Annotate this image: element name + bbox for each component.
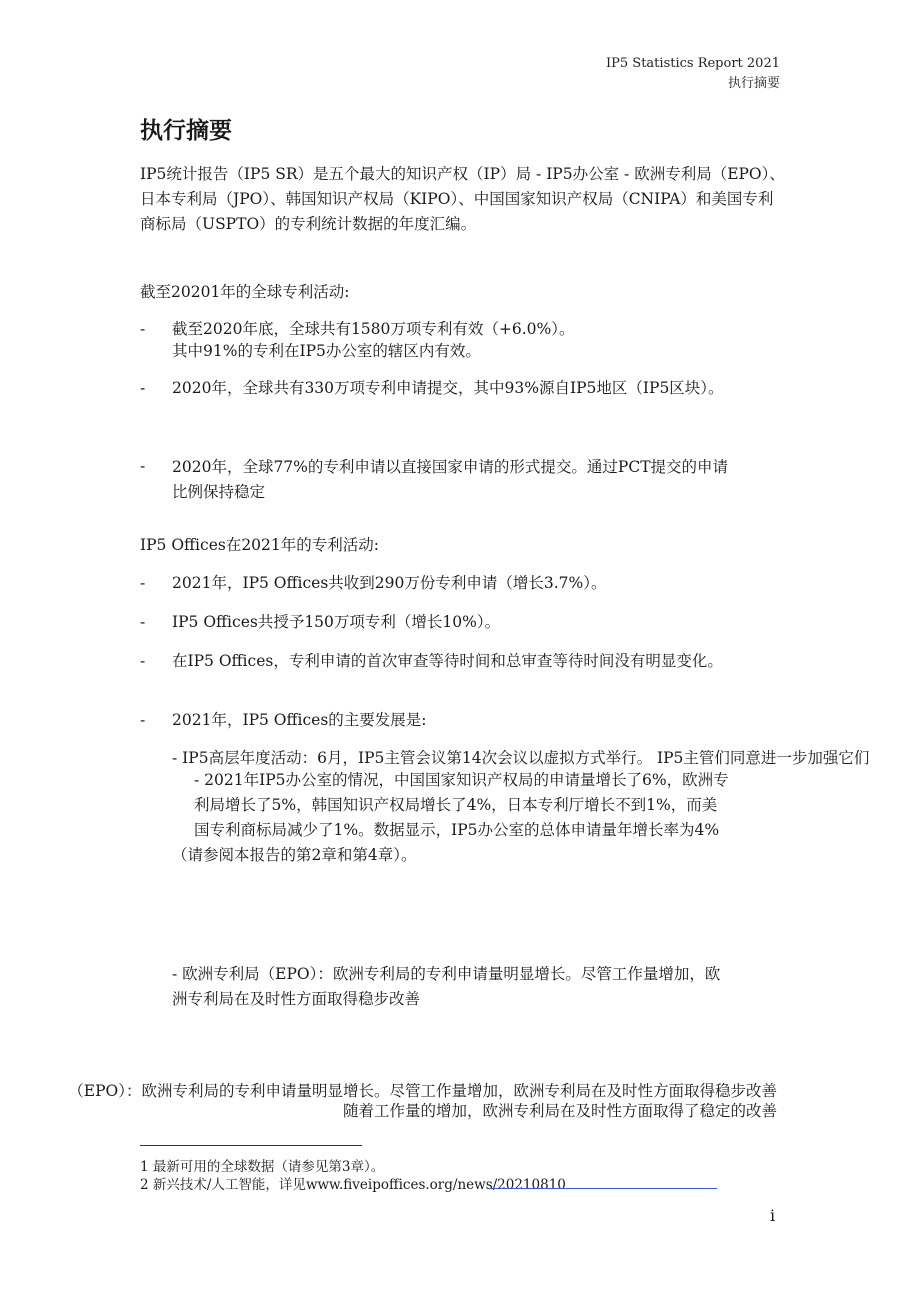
- list-item-line: 2020年，全球共有330万项专利申请提交，其中93%源自IP5地区（IP5区块）。: [172, 379, 724, 397]
- overflow-line-2: 随着工作量的增加，欧洲专利局在及时性方面取得了稳定的改善: [342, 1102, 777, 1120]
- dev-epo-line: - 欧洲专利局（EPO）：欧洲专利局的专利申请量明显增长。尽管工作量增加，欧: [172, 965, 721, 983]
- page-number: i: [770, 1206, 776, 1225]
- footnote-2-link[interactable]: www.fiveipoffices.org/news/20210810: [305, 1177, 566, 1193]
- footnote-2: [140, 1173, 566, 1193]
- footnote-divider: [140, 1145, 362, 1146]
- list-item-line: 其中91%的专利在IP5办公室的辖区内有效。: [172, 342, 481, 360]
- list-item-line: 截至2020年底，全球共有1580万项专利有效（+6.0%）。: [172, 320, 575, 338]
- ip5-item-4: 2021年，IP5 Offices的主要发展是:: [172, 711, 427, 729]
- ip5-item-2: IP5 Offices共授予150万项专利（增长10%）。: [172, 613, 501, 631]
- link-underline: [490, 1188, 717, 1189]
- dev-epo: [172, 962, 720, 1012]
- page-title: 执行摘要: [140, 118, 232, 144]
- header-report-title: IP5 Statistics Report 2021: [606, 56, 780, 71]
- dev-filings-line: - 2021年IP5办公室的情况，中国国家知识产权局的申请量增长了6%，欧洲专: [194, 771, 729, 789]
- ip5-item-3: 在IP5 Offices，专利申请的首次审查等待时间和总审查等待时间没有明显变化。: [172, 652, 723, 670]
- ip5-heading: IP5 Offices在2021年的专利活动:: [140, 536, 379, 554]
- list-bullet: -: [140, 457, 146, 475]
- global-heading: 截至20201年的全球专利活动:: [140, 283, 350, 301]
- global-item-1: [172, 318, 575, 362]
- dev-filings: [172, 768, 729, 868]
- list-item-line: 2020年，全球77%的专利申请以直接国家申请的形式提交。通过PCT提交的申请: [172, 458, 729, 476]
- global-item-3: [172, 455, 728, 505]
- dev-epo-line: 洲专利局在及时性方面取得稳步改善: [172, 990, 421, 1008]
- dev-filings-line: 利局增长了5%，韩国知识产权局增长了4%，日本专利厅增长不到1%，而美: [194, 796, 718, 814]
- ip5-item-1: 2021年，IP5 Offices共收到290万份专利申请（增长3.7%）。: [172, 574, 607, 592]
- global-item-2: [172, 377, 724, 399]
- overflow-line-1: （EPO）：欧洲专利局的专利申请量明显增长。尽管工作量增加，欧洲专利局在及时性方面取得稳步改善: [68, 1082, 777, 1100]
- list-bullet: -: [140, 613, 146, 631]
- intro-paragraph: IP5统计报告（IP5 SR）是五个最大的知识产权（IP）局 - IP5办公室 - 欧洲专利局（EPO）、日本专利局（JPO）、韩国知识产权局（KIPO）、中国国家知识产权局（CNIPA）和美国专利商标局（USPTO）的专利统计数据的年度汇编。: [140, 165, 785, 233]
- footnote-1: 1 最新可用的全球数据（请参见第3章）。: [140, 1159, 385, 1175]
- dev-filings-line: （请参阅本报告的第2章和第4章）。: [172, 846, 417, 864]
- dev-filings-line: 国专利商标局减少了1%。数据显示，IP5办公室的总体申请量年增长率为4%: [194, 821, 720, 839]
- list-bullet: -: [140, 379, 146, 397]
- dev-heads-meeting: - IP5高层年度活动：6月，IP5主管会议第14次会议以虚拟方式举行。 IP5主管们同意进一步加强它们: [172, 749, 870, 767]
- list-bullet: -: [140, 320, 146, 338]
- footnote-2-text: 2 新兴技术/人工智能，详见: [140, 1177, 306, 1193]
- list-item-line: 比例保持稳定: [172, 483, 266, 501]
- list-bullet: -: [140, 652, 146, 670]
- header-section: 执行摘要: [727, 76, 780, 91]
- list-bullet: -: [140, 711, 146, 729]
- list-bullet: -: [140, 574, 146, 592]
